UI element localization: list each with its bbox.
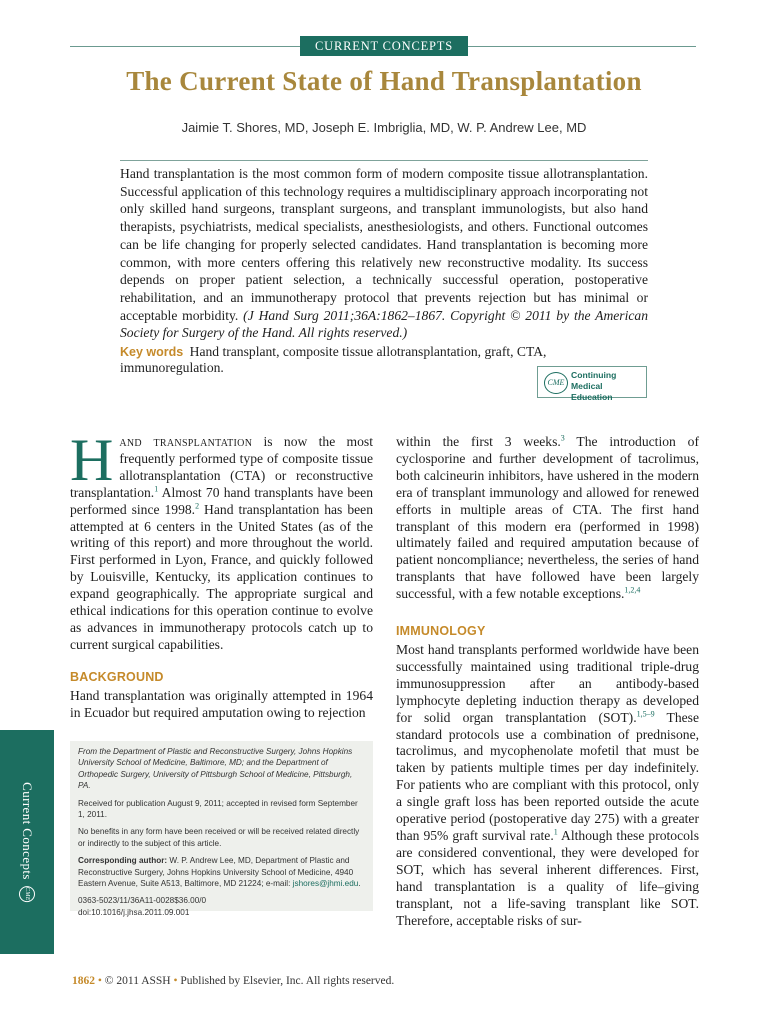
identifiers [78,895,366,918]
keywords-label: Key words [120,345,184,359]
abstract [120,165,648,342]
doi: doi:10.1016/j.jhsa.2011.09.001 [78,907,190,917]
abstract-rule [120,160,648,161]
ref-link[interactable]: 3 [560,433,565,443]
left-column-intro [70,427,373,654]
cme-label [571,370,645,403]
background-paragraph: Hand transplantation was originally attempted in 1964 in Ecuador but required amputation owing to rejection [70,688,373,720]
cme-badge-box[interactable] [537,366,647,402]
issn: 0363-5023/11/36A11-0028$36.00/0 [78,896,207,906]
ref-link[interactable]: 1,2,4 [624,585,641,595]
immunology-text-c: Although these protocols are considered conventional, they were developed for SOT, which has several inherent differences. First, hand transplantation is a quality of life–giving transplant, not a life-saving transplant like SOT. Therefore, acceptable risks of sur- [396,827,699,928]
cme-icon: CME [544,372,568,394]
side-tab [0,730,54,954]
footer-bullet: • [173,975,178,987]
author-list: Jaimie T. Shores, MD, Joseph E. Imbriglia, MD, W. P. Andrew Lee, MD [181,120,587,135]
header-rule-left [70,46,300,47]
keywords-text: Hand transplant, composite tissue allotransplantation, graft, CTA, immunoregulation. [120,344,547,375]
immunology-paragraph [396,642,699,929]
cme-label-line2: Education [571,392,613,402]
right-column-p1 [396,434,699,603]
lead-in: and transplantation [119,434,253,449]
immunology-text-a: Most hand transplants performed worldwide have been successfully maintained using traditional triple-drug immunosuppression after an antibody-based lymphocyte depleting induction therapy as developed for solid organ transplantation (SOT). [396,642,699,725]
history-text-a: within the first 3 weeks. [396,434,561,449]
history-paragraph [396,434,699,603]
drop-cap: H [70,427,114,493]
right-column-p2 [396,642,699,929]
page-number: 1862 [72,975,95,987]
section-heading-immunology: IMMUNOLOGY [396,624,486,638]
footer-publisher: Published by Elsevier, Inc. All rights reserved. [180,975,395,987]
ref-link[interactable]: 1 [154,484,159,494]
corresponding-label: Corresponding author: [78,856,168,866]
corresponding-details: W. P. Andrew Lee, MD, Department of Plastic and Reconstructive Surgery, Johns Hopkins University School of Medicine, 4940 Eastern Avenue, Suite A513, Baltimore, MD 21224; e-mail: [78,856,354,889]
cme-label-line1: Continuing Medical [571,370,617,391]
intro-paragraph [70,427,373,654]
corresponding-end: . [358,879,361,889]
intro-text-b: Almost 70 hand transplants have been performed since 1998. [70,484,373,517]
side-tab-label: Current Concepts [20,782,35,880]
abstract-citation: (J Hand Surg 2011;36A:1862–1867. Copyright © 2011 by the American Society for Surgery of the Hand. All rights reserved.) [120,307,648,341]
article-title: The Current State of Hand Transplantation [126,66,642,96]
side-tab-content [19,782,35,902]
footer-copyright: © 2011 ASSH [104,975,171,987]
side-cme-icon: CME [19,886,35,902]
ref-link[interactable]: 1,5–9 [636,709,655,719]
corresponding-author [78,855,366,889]
ref-link[interactable]: 2 [195,501,200,511]
header-rule-right [468,46,696,47]
received-dates: Received for publication August 9, 2011; accepted in revised form September 1, 2011. [78,798,358,820]
abstract-body: Hand transplantation is the most common form of modern composite tissue allotransplantation. Successful application of this technology requires a multidisciplinary approach incorporating not only skilled hand surgeons, transplant surgeons, and transplant immunologists, but also hand therapists, psychiatrists, medical specialists, anesthesiologists, and others. Functional outcomes can be life changing for properly selected candidates. Hand transplantation is becoming more common, with more centers offering this relatively new reconstructive modality. Its success depends on proper patient selection, a technically successful operation, postoperative rehabilitation, and an immunotherapy protocol that prevents rejection but has minimal or acceptable morbidity. [120,166,648,323]
page-footer [72,975,394,987]
intro-text-c: Hand transplantation has been attempted at 6 centers in the United States (as of the writing of this report) and more throughout the world. First performed in Lyon, France, and quickly followed by Louisville, Kentucky, its application continues to expand geographically. The appropriate surgical and ethical indications for this operation continue to evolve as advances in immunotherapy protocols catch up to current surgical capabilities. [70,501,373,652]
immunology-text-b: These standard protocols use a combination of prednisone, tacrolimus, and mycophenolate mofetil that must be taken by patients multiple times per day indefinitely. For patients who are compliant with this protocol, only a single graft loss has been reported outside the acute operative period (postoperative day 275) with a greater than 95% graft survival rate. [396,709,699,843]
section-heading-background: BACKGROUND [70,670,164,684]
affiliation-box [70,741,373,917]
footer-bullet: • [97,975,102,987]
history-text-b: The introduction of cyclosporine and further development of tacrolimus, both calcineurin inhibitors, have ushered in the modern era of transplant immunology and allowed for renewed efforts in multiple areas of CTA. The first hand transplant of this modern era (performed in 1998) ultimately failed and required amputation because of patient noncompliance; nevertheless, the series of hand transplants that have followed have been largely successful, with a few notable exceptions. [396,434,699,602]
affiliation-text: From the Department of Plastic and Reconstructive Surgery, Johns Hopkins University School of Medicine, Baltimore, MD; and the Department of Orthopedic Surgery, University of Pittsburgh School of Medicine, Pittsburgh, PA. [78,747,353,791]
intro-text-a: is now the most frequently performed type of composite tissue allotransplantation (CTA) or reconstructive transplantation. [70,434,373,500]
section-tab: CURRENT CONCEPTS [300,36,468,56]
email-link[interactable]: jshores@jhmi.edu [292,879,359,889]
benefits-statement: No benefits in any form have been received or will be received related directly or indirectly to the subject of this article. [78,827,360,848]
ref-link[interactable]: 1 [553,827,558,837]
